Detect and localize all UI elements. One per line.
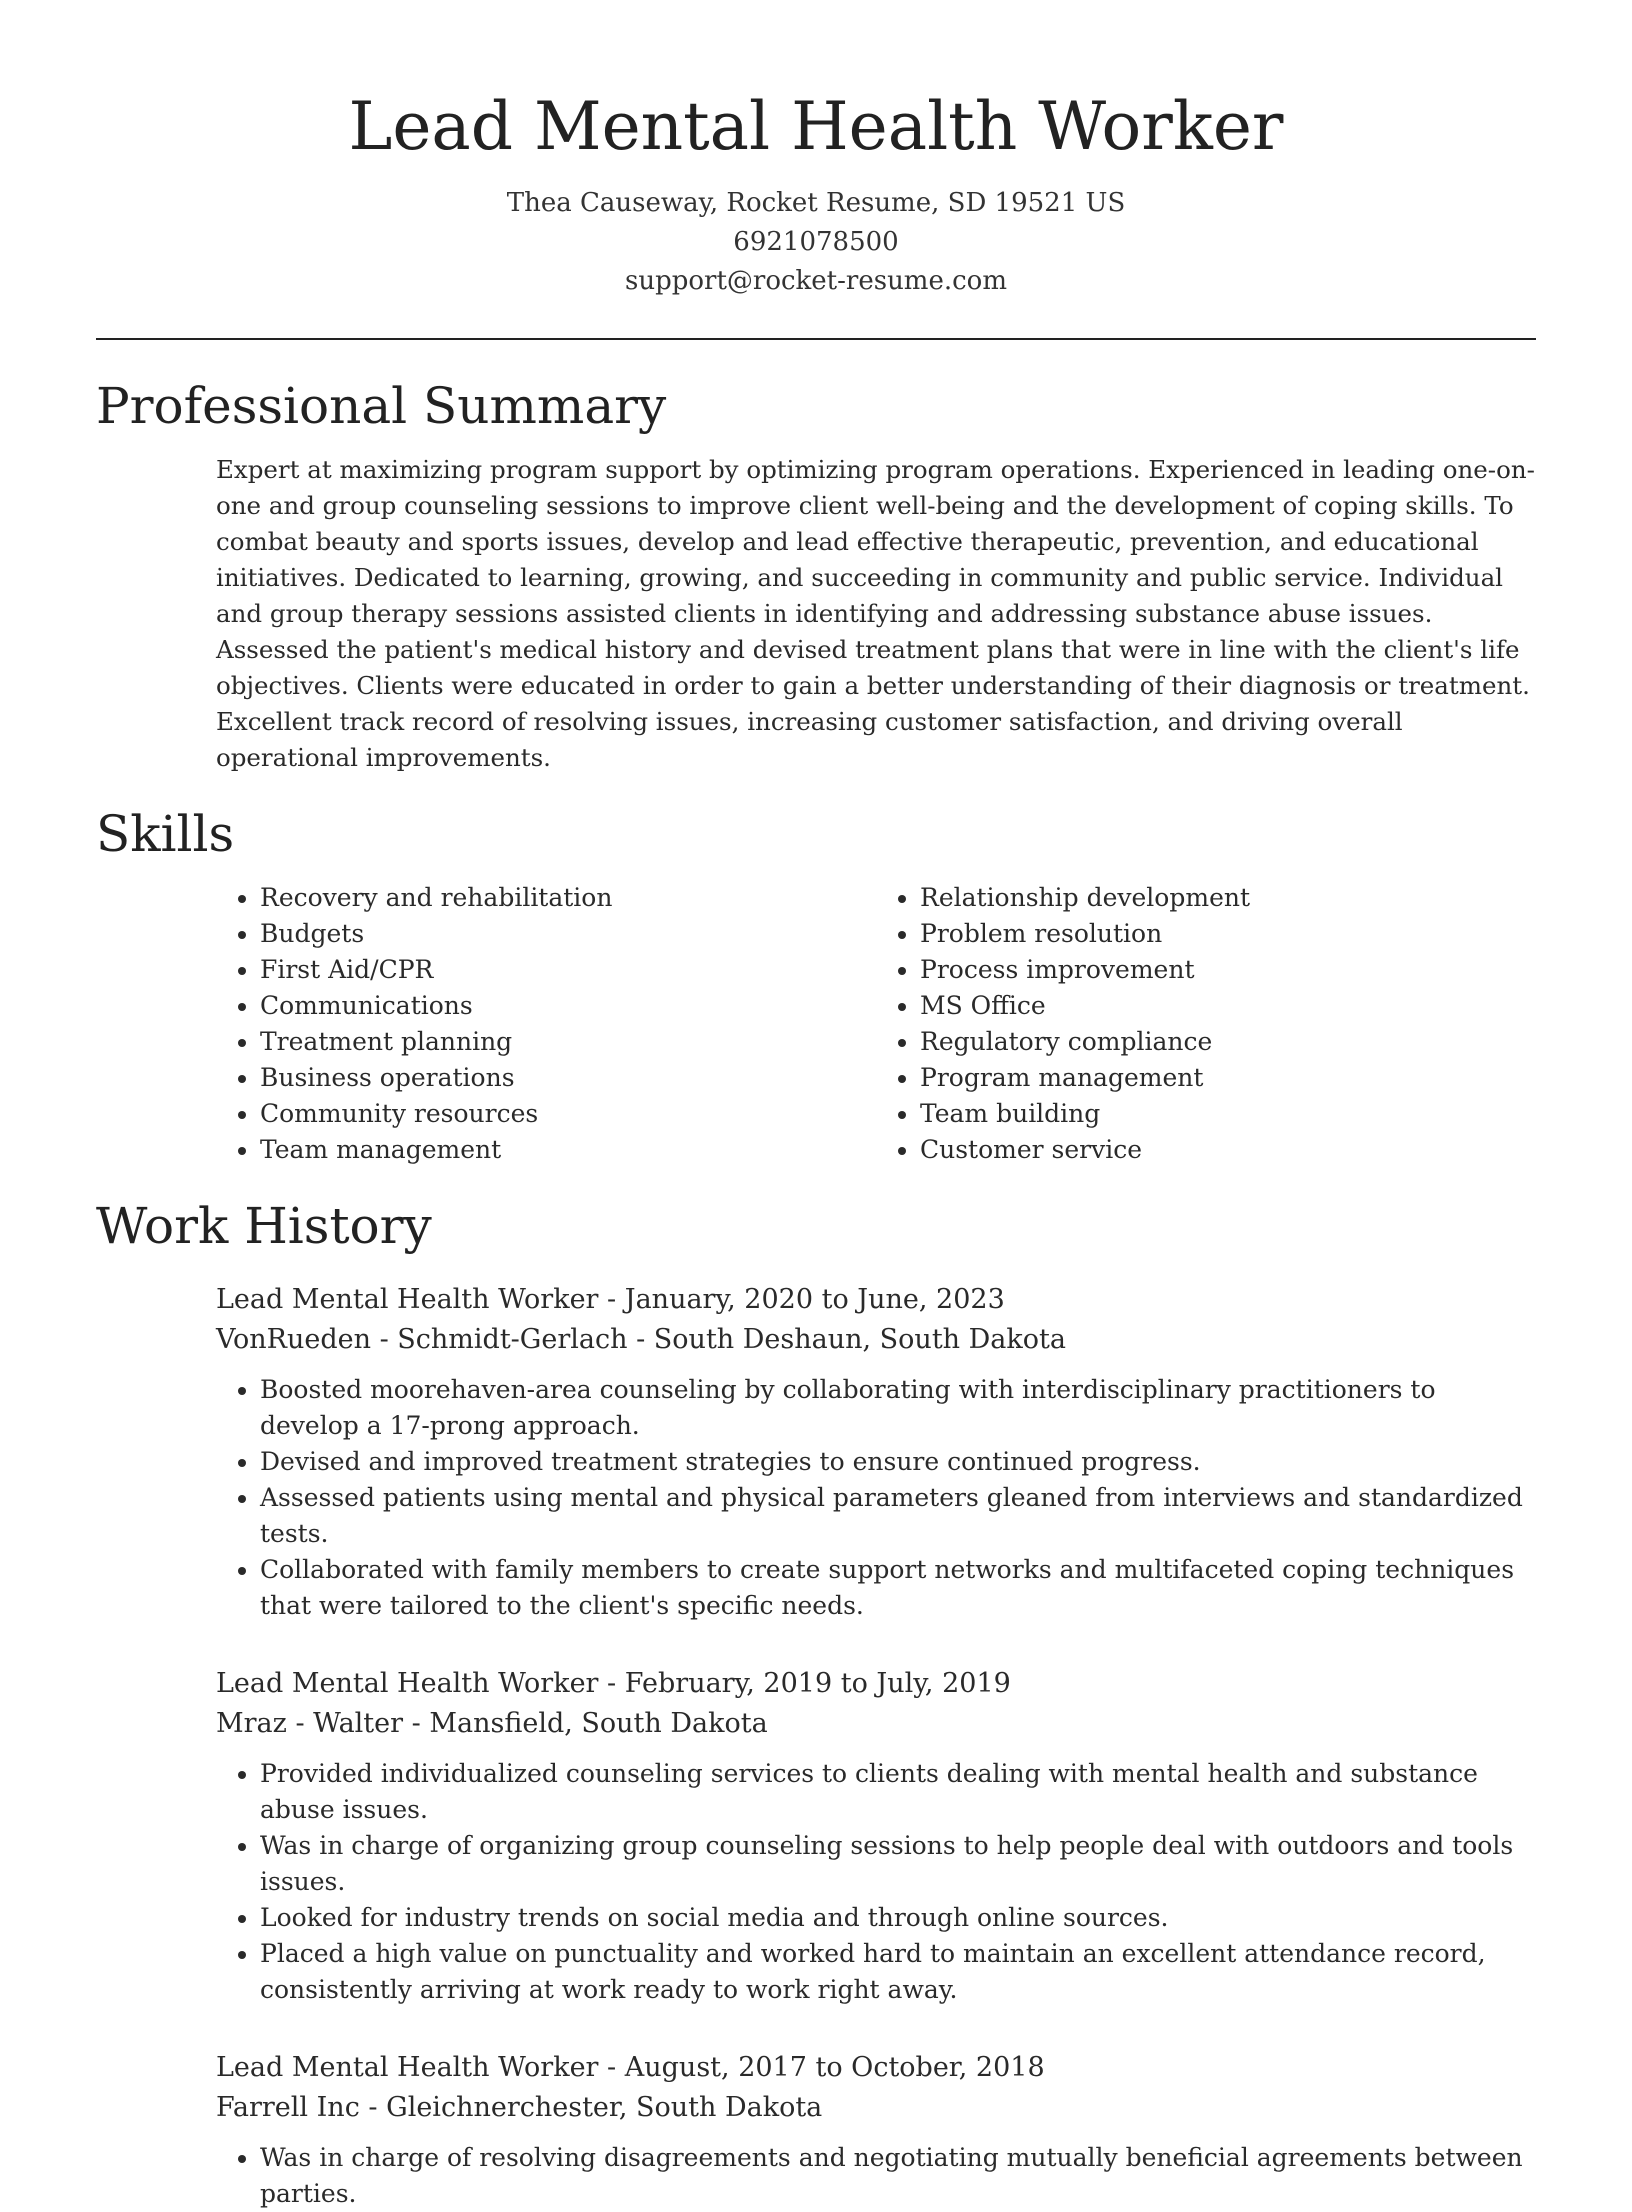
skills-column-right (876, 880, 1536, 1168)
resume-header (96, 0, 1536, 301)
job-location: South Deshaun, South Dakota (653, 1324, 1066, 1355)
job-bullet: • Collaborated with family members to create support networks and multifaceted coping techniques that were tailored to the client's specific needs. (260, 1552, 1536, 1624)
job-title-line: Lead Mental Health Worker - February, 2019 to July, 2019 (216, 1668, 1011, 1699)
job-bullet: • Boosted moorehaven-area counseling by collaborating with interdisciplinary practitioners to develop a 17-prong approach. (260, 1372, 1536, 1444)
job-company-line: Mraz - Walter - Mansfield, South Dakota (216, 1708, 768, 1739)
skill-item: • Customer service (920, 1132, 1536, 1168)
skills-column-left (216, 880, 876, 1168)
skill-item: • Communications (260, 988, 876, 1024)
job-company: Mraz - Walter (216, 1708, 404, 1739)
skill-item: • MS Office (920, 988, 1536, 1024)
skill-item: • Program management (920, 1060, 1536, 1096)
job-position: Lead Mental Health Worker (216, 1284, 599, 1315)
skill-item: • First Aid/CPR (260, 952, 876, 988)
skill-item: • Treatment planning (260, 1024, 876, 1060)
job-title-line: Lead Mental Health Worker - January, 2020 to June, 2023 (216, 1284, 1005, 1315)
job-dates: January, 2020 to June, 2023 (624, 1284, 1005, 1315)
job-company: Farrell Inc (216, 2092, 360, 2123)
skill-item: • Problem resolution (920, 916, 1536, 952)
job-entry (216, 1664, 1536, 2008)
skill-item: • Relationship development (920, 880, 1536, 916)
contact-phone: 6921078500 (733, 227, 899, 257)
job-entry (216, 1280, 1536, 1624)
job-bullet: • Devised and improved treatment strategies to ensure continued progress. (260, 1444, 1536, 1480)
job-bullet: • Was in charge of organizing group counseling sessions to help people deal with outdoors and tools issues. (260, 1828, 1536, 1900)
job-company-line: Farrell Inc - Gleichnerchester, South Dakota (216, 2092, 823, 2123)
job-position: Lead Mental Health Worker (216, 2052, 599, 2083)
skill-item: • Recovery and rehabilitation (260, 880, 876, 916)
job-entry (216, 2048, 1536, 2212)
skills-heading: Skills (96, 805, 235, 863)
job-bullet: • Assessed patients using mental and physical parameters gleaned from interviews and standardized tests. (260, 1480, 1536, 1552)
skill-item: • Process improvement (920, 952, 1536, 988)
skill-item: • Team building (920, 1096, 1536, 1132)
job-dates: August, 2017 to October, 2018 (624, 2052, 1045, 2083)
job-location: Gleichnerchester, South Dakota (386, 2092, 823, 2123)
summary-heading: Professional Summary (96, 377, 667, 435)
skill-item: • Business operations (260, 1060, 876, 1096)
job-company-line: VonRueden - Schmidt-Gerlach - South Deshaun, South Dakota (216, 1324, 1066, 1355)
skill-item: • Regulatory compliance (920, 1024, 1536, 1060)
skill-item: • Team management (260, 1132, 876, 1168)
summary-text: Expert at maximizing program support by optimizing program operations. Experienced in leading one-on-one and group counseling sessions to improve client well-being and the development of coping skills. To combat beauty and sports issues, develop and lead effective therapeutic, prevention, and educational initiatives. Dedicated to learning, growing, and succeeding in community and public service. Individual and group therapy sessions assisted clients in identifying and addressing substance abuse issues. Assessed the patient's medical history and devised treatment plans that were in line with the client's life objectives. Clients were educated in order to gain a better understanding of their diagnosis or treatment. Excellent track record of resolving issues, increasing customer satisfaction, and driving overall operational improvements. (216, 455, 1535, 772)
job-bullet: • Provided individualized counseling services to clients dealing with mental health and substance abuse issues. (260, 1756, 1536, 1828)
resume-page (96, 0, 1536, 2212)
job-dates: February, 2019 to July, 2019 (624, 1668, 1011, 1699)
contact-info (96, 184, 1536, 301)
work-history-heading: Work History (96, 1197, 432, 1255)
header-divider (96, 338, 1536, 340)
contact-email: support@rocket-resume.com (624, 266, 1007, 296)
job-bullet: • Was in charge of resolving disagreements and negotiating mutually beneficial agreements between parties. (260, 2140, 1536, 2212)
job-bullets (216, 1372, 1536, 1624)
job-title-line: Lead Mental Health Worker - August, 2017 to October, 2018 (216, 2052, 1045, 2083)
job-bullet: • Looked for industry trends on social media and through online sources. (260, 1900, 1536, 1936)
skills-list (216, 880, 1536, 1168)
skill-item: • Budgets (260, 916, 876, 952)
resume-title: Lead Mental Health Worker (348, 88, 1284, 165)
contact-address: Thea Causeway, Rocket Resume, SD 19521 US (506, 188, 1126, 218)
skill-item: • Community resources (260, 1096, 876, 1132)
job-company: VonRueden - Schmidt-Gerlach (216, 1324, 628, 1355)
job-bullet: • Placed a high value on punctuality and worked hard to maintain an excellent attendance record, consistently arriving at work ready to work right away. (260, 1936, 1536, 2008)
job-bullets (216, 2140, 1536, 2212)
job-location: Mansfield, South Dakota (429, 1708, 768, 1739)
job-bullets (216, 1756, 1536, 2008)
job-position: Lead Mental Health Worker (216, 1668, 599, 1699)
